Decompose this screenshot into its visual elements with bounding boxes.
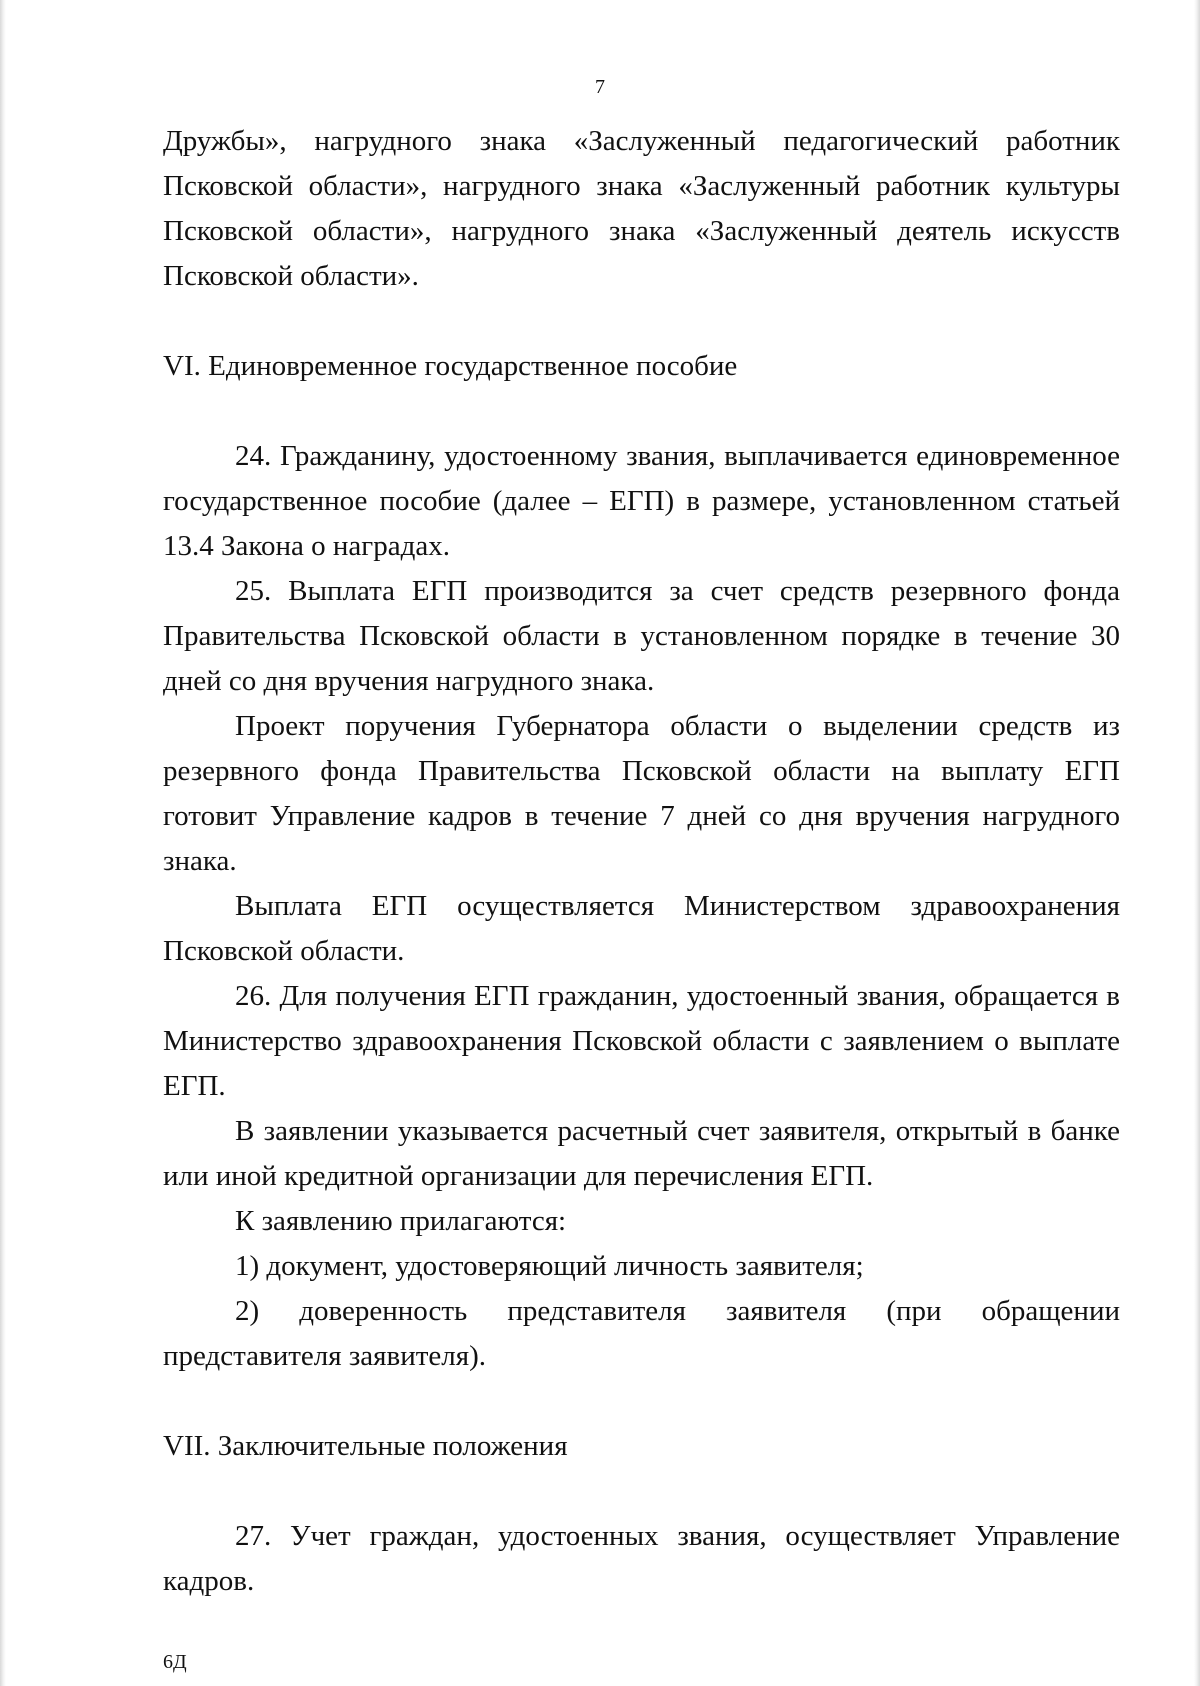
paragraph-continuation: Дружбы», нагрудного знака «Заслуженный педагогический работник Псковской области», нагрудного знака «Заслуженный работник культуры Псковской области», нагрудного знака «Заслуженный деятель искусств Псковской области».	[163, 125, 1120, 292]
paragraph-governor-order: Проект поручения Губернатора области о выделении средств из резервного фонда Правительства Псковской области на выплату ЕГП готовит Управление кадров в течение 7 дней со дня вручения нагрудного знака.	[163, 710, 1120, 877]
section-heading-6: VI. Единовременное государственное пособие	[163, 350, 738, 382]
paragraph-25: 25. Выплата ЕГП производится за счет средств резервного фонда Правительства Псковской области в установленном порядке в течение 30 дней со дня вручения нагрудного знака.	[163, 575, 1120, 697]
scan-edge-left	[0, 0, 6, 1686]
list-item-2: 2) доверенность представителя заявителя (при обращении представителя заявителя).	[163, 1295, 1120, 1372]
paragraph-payment-ministry: Выплата ЕГП осуществляется Министерством здравоохранения Псковской области.	[163, 890, 1120, 967]
page-number: 7	[595, 76, 605, 98]
document-body	[163, 119, 1120, 1604]
list-item-1: 1) документ, удостоверяющий личность заявителя;	[235, 1250, 864, 1282]
scan-edge-right	[1194, 0, 1200, 1686]
paragraph-24: 24. Гражданину, удостоенному звания, выплачивается единовременное государственное пособие (далее – ЕГП) в размере, установленном статьей 13.4 Закона о наградах.	[163, 440, 1120, 562]
paragraph-26: 26. Для получения ЕГП гражданин, удостоенный звания, обращается в Министерство здравоохранения Псковской области с заявлением о выплате ЕГП.	[163, 980, 1120, 1102]
paragraph-27: 27. Учет граждан, удостоенных звания, осуществляет Управление кадров.	[163, 1520, 1120, 1597]
section-heading-7: VII. Заключительные положения	[163, 1430, 568, 1462]
footer-code: 6Д	[163, 1651, 187, 1673]
paragraph-account: В заявлении указывается расчетный счет заявителя, открытый в банке или иной кредитной организации для перечисления ЕГП.	[163, 1115, 1120, 1192]
paragraph-attachments: К заявлению прилагаются:	[235, 1205, 567, 1237]
